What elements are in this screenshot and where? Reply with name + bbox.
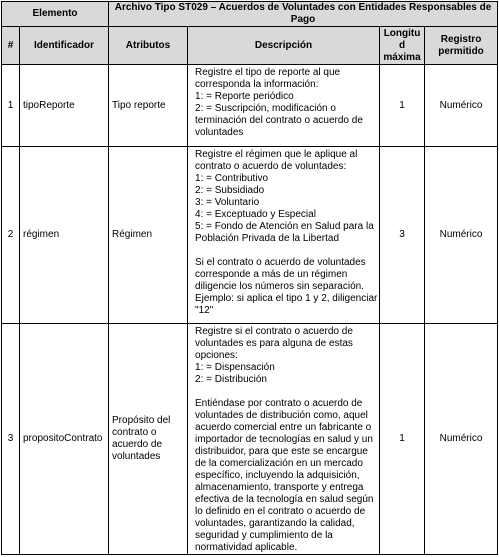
- desc-line: voluntades de distribución como, aquel: [195, 410, 368, 421]
- desc-line: Registre el tipo de reporte al que: [195, 67, 341, 78]
- row-max-length: 1: [380, 324, 425, 555]
- col-header-number: #: [2, 27, 20, 65]
- row-attribute: Régimen: [109, 147, 188, 324]
- table-row: [2, 147, 498, 324]
- row-allowed-type: Numérico: [425, 324, 498, 555]
- row-number: 1: [2, 65, 20, 147]
- table-row: [2, 324, 498, 555]
- desc-line: 4: = Exceptuado y Especial: [195, 209, 316, 220]
- desc-line: distribuidor, para que este se encargue: [195, 446, 368, 457]
- desc-line: específico, incluyendo la adquisición,: [195, 470, 360, 481]
- desc-line: 3: = Voluntario: [195, 197, 260, 208]
- desc-line: 2: = Suscripción, modificación o: [195, 103, 336, 114]
- desc-line: terminación del contrato o acuerdo de: [195, 115, 363, 126]
- desc-line: voluntades es para alguna de estas: [195, 338, 353, 349]
- desc-line: seguridad y cumplimiento de la: [195, 530, 333, 541]
- header-row-top: [2, 2, 498, 27]
- desc-line: corresponde a más de un régimen: [195, 269, 348, 280]
- desc-line: importador de tecnologías en salud y un: [195, 434, 373, 445]
- desc-line: corresponda la información:: [195, 79, 319, 90]
- desc-line: 1: = Dispensación: [195, 362, 275, 373]
- desc-line: Registre si el contrato o acuerdo de: [195, 326, 353, 337]
- desc-line: efectiva de la tecnología en salud según: [195, 494, 374, 505]
- row-number: 3: [2, 324, 20, 555]
- desc-line: Ejemplo: si aplica el tipo 1 y 2, diligenciar: [195, 293, 378, 304]
- row-identifier: tipoReporte: [20, 65, 109, 147]
- col-header-attributes: Atributos: [109, 27, 188, 65]
- desc-line: lo definido en el contrato o acuerdo de: [195, 506, 366, 517]
- row-identifier: propositoContrato: [20, 324, 109, 555]
- row-allowed-type: Numérico: [425, 65, 498, 147]
- desc-line: de la comercialización en un mercado: [195, 458, 363, 469]
- row-attribute: Tipo reporte: [109, 65, 188, 147]
- desc-line: "12": [195, 305, 214, 316]
- desc-line: contrato o acuerdo de voluntades:: [195, 161, 347, 172]
- row-description: [188, 147, 380, 324]
- data-dictionary-table: [1, 1, 498, 555]
- row-number: 2: [2, 147, 20, 324]
- row-identifier: régimen: [20, 147, 109, 324]
- desc-line: opciones:: [195, 350, 238, 361]
- desc-line: almacenamiento, transporte y entrega: [195, 482, 364, 493]
- desc-line: Si el contrato o acuerdo de voluntades: [195, 257, 366, 268]
- desc-line: 1: = Reporte periódico: [195, 91, 294, 102]
- row-attribute: Propósito del contrato o acuerdo de voluntades: [109, 324, 188, 555]
- row-max-length: 3: [380, 147, 425, 324]
- row-allowed-type: Numérico: [425, 147, 498, 324]
- desc-line: 1: = Contributivo: [195, 173, 269, 184]
- desc-line: Registre el régimen que le aplique al: [195, 149, 358, 160]
- col-header-allowed-type: Registro permitido: [425, 27, 498, 65]
- desc-line: voluntades, garantizando la calidad,: [195, 518, 355, 529]
- col-header-max-length: Longitu d máxima: [380, 27, 425, 65]
- desc-line: Entiéndase por contrato o acuerdo de: [195, 398, 363, 409]
- row-max-length: 1: [380, 65, 425, 147]
- desc-line: diligencie los números sin separación.: [195, 281, 364, 292]
- desc-line: 2: = Distribución: [195, 374, 267, 385]
- desc-line: acuerdo comercial entre un fabricante o: [195, 422, 372, 433]
- desc-line: 5: = Fondo de Atención en Salud para la: [195, 221, 374, 232]
- col-header-identifier: Identificador: [20, 27, 109, 65]
- row-description: [188, 65, 380, 147]
- desc-line: voluntades: [195, 127, 244, 138]
- col-header-description: Descripción: [188, 27, 380, 65]
- header-archive-title: Archivo Tipo ST029 – Acuerdos de Voluntades con Entidades Responsables de Pago: [109, 2, 498, 27]
- table-row: [2, 65, 498, 147]
- header-row-columns: [2, 27, 498, 65]
- header-element: Elemento: [2, 2, 109, 27]
- desc-line: Población Privada de la Libertad: [195, 233, 339, 244]
- desc-line: 2: = Subsidiado: [195, 185, 265, 196]
- row-description: [188, 324, 380, 555]
- desc-line: normatividad aplicable.: [195, 542, 298, 553]
